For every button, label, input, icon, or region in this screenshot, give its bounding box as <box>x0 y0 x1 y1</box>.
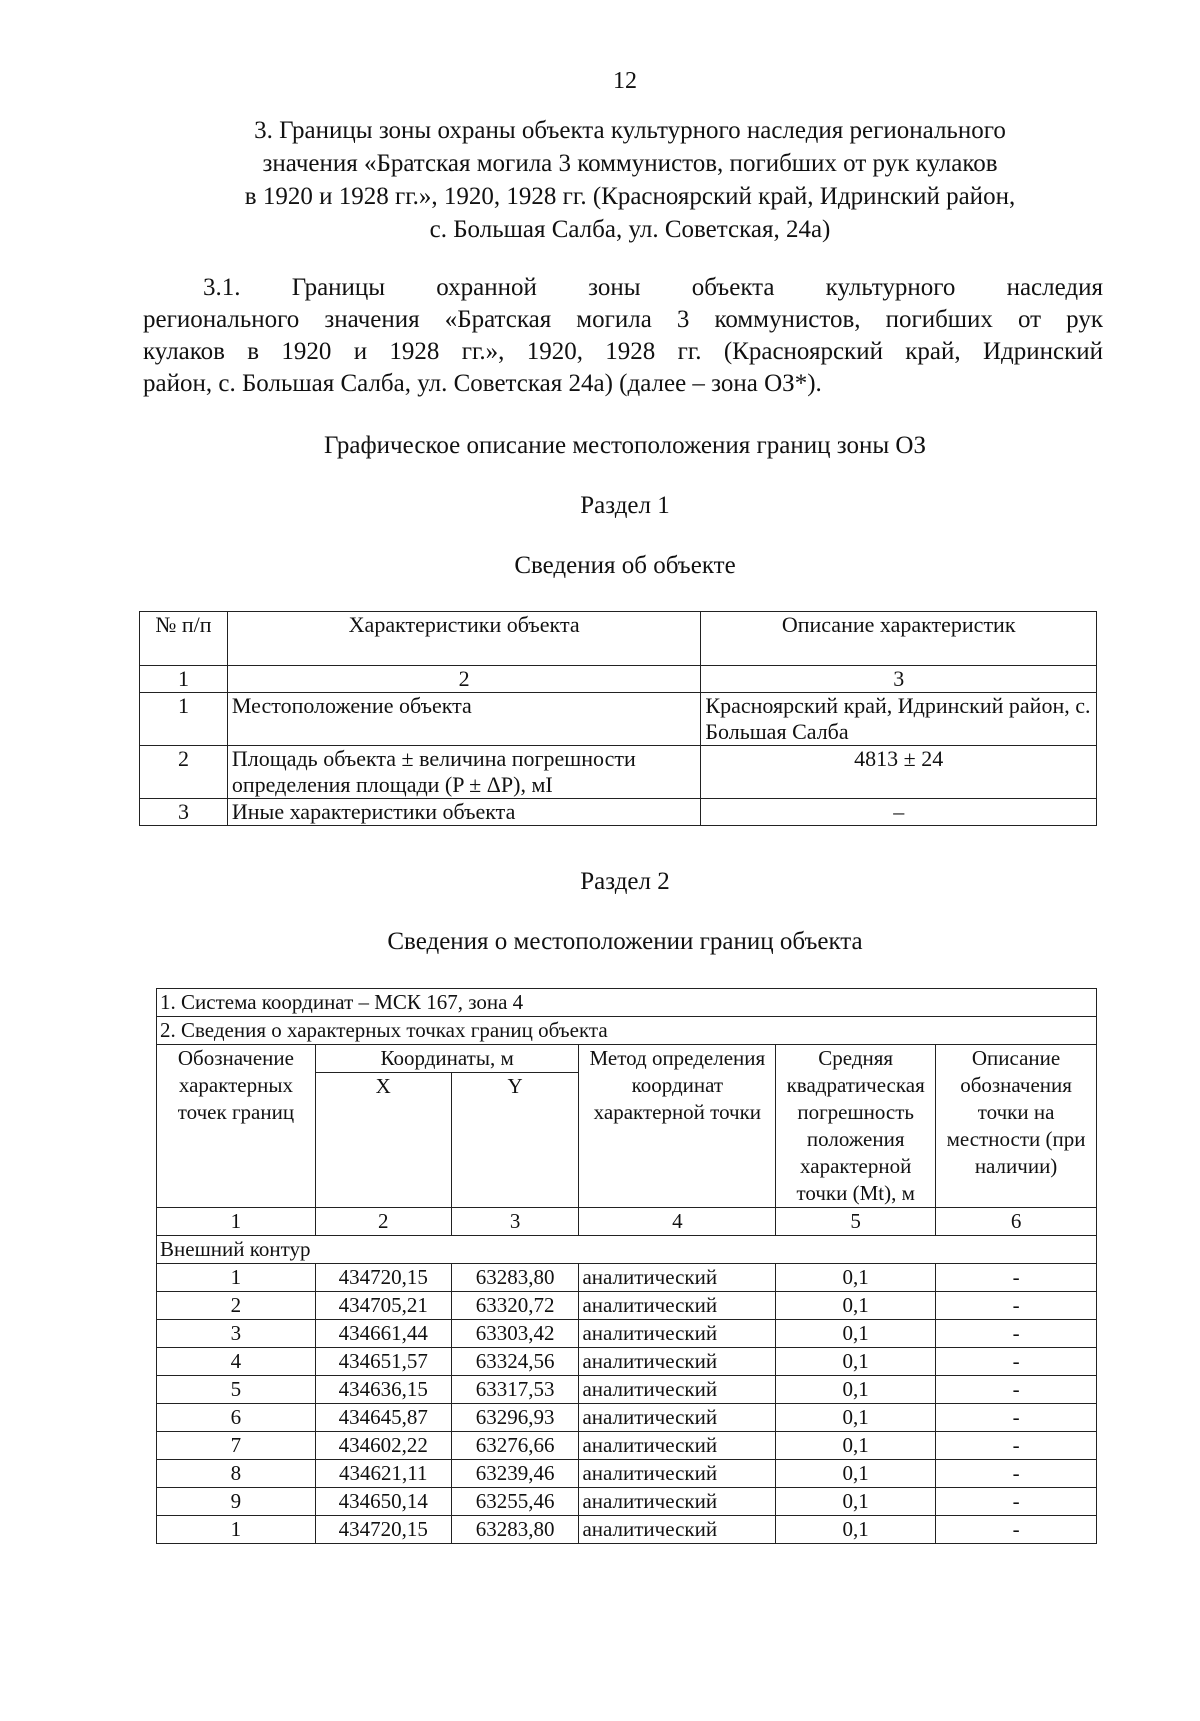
row-name: Иные характеристики объекта <box>227 799 701 826</box>
point-id: 7 <box>157 1432 316 1460</box>
heading-line: в 1920 и 1928 гг.», 1920, 1928 гг. (Красноярский край, Идринский район, <box>244 183 1016 210</box>
point-id: 9 <box>157 1488 316 1516</box>
coord-x: 434621,11 <box>315 1460 451 1488</box>
point-desc: - <box>936 1516 1097 1544</box>
mt-value: 0,1 <box>776 1404 936 1432</box>
col-number: 3 <box>451 1208 579 1236</box>
point-desc: - <box>936 1376 1097 1404</box>
row-desc: 4813 ± 24 <box>701 746 1097 799</box>
table-row <box>157 1292 1097 1320</box>
contour-row <box>157 1236 1097 1264</box>
row-num: 1 <box>140 693 228 746</box>
mt-value: 0,1 <box>776 1292 936 1320</box>
section1-subtitle: Сведения об объекте <box>514 552 736 579</box>
mt-value: 0,1 <box>776 1488 936 1516</box>
table-header-row <box>140 612 1097 666</box>
section2-title: Раздел 2 <box>580 868 670 895</box>
table-row <box>157 1460 1097 1488</box>
table-row <box>157 1404 1097 1432</box>
point-desc: - <box>936 1460 1097 1488</box>
mt-value: 0,1 <box>776 1348 936 1376</box>
points-title-row <box>157 1017 1097 1045</box>
mt-value: 0,1 <box>776 1516 936 1544</box>
coord-y: 63324,56 <box>451 1348 579 1376</box>
coord-x: 434661,44 <box>315 1320 451 1348</box>
table-row <box>157 1320 1097 1348</box>
method: аналитический <box>579 1488 776 1516</box>
point-id: 6 <box>157 1404 316 1432</box>
header-method: Метод определения координат характерной точки <box>579 1045 776 1208</box>
col-number: 1 <box>140 666 228 693</box>
point-desc: - <box>936 1488 1097 1516</box>
page-number: 12 <box>613 68 637 94</box>
coord-x: 434645,87 <box>315 1404 451 1432</box>
header-error: Средняя квадратическая погрешность положения характерной точки (Mt), м <box>776 1045 936 1208</box>
point-id: 4 <box>157 1348 316 1376</box>
coord-system: 1. Система координат – МСК 167, зона 4 <box>157 989 1097 1017</box>
header-num: № п/п <box>140 612 228 666</box>
mt-value: 0,1 <box>776 1432 936 1460</box>
point-id: 8 <box>157 1460 316 1488</box>
graphic-description-title: Графическое описание местоположения границ зоны ОЗ <box>324 432 926 459</box>
mt-value: 0,1 <box>776 1376 936 1404</box>
coord-y: 63303,42 <box>451 1320 579 1348</box>
coord-x: 434636,15 <box>315 1376 451 1404</box>
section1-title: Раздел 1 <box>580 492 670 519</box>
table-row <box>140 746 1097 799</box>
coord-system-row <box>157 989 1097 1017</box>
header-point-description: Описание обозначения точки на местности (при наличии) <box>936 1045 1097 1208</box>
header-designation: Обозначение характерных точек границ <box>157 1045 316 1208</box>
coord-y: 63255,46 <box>451 1488 579 1516</box>
method: аналитический <box>579 1320 776 1348</box>
method: аналитический <box>579 1376 776 1404</box>
coord-x: 434720,15 <box>315 1264 451 1292</box>
object-info-table <box>139 611 1097 826</box>
paragraph-line: 3.1. Границы охранной зоны объекта культурного наследия <box>203 274 1103 301</box>
coord-y: 63276,66 <box>451 1432 579 1460</box>
coord-x: 434602,22 <box>315 1432 451 1460</box>
paragraph-line: район, с. Большая Салба, ул. Советская 24а) (далее – зона ОЗ*). <box>143 370 822 397</box>
boundary-points-table <box>156 988 1097 1544</box>
table-row <box>157 1376 1097 1404</box>
row-desc: Красноярский край, Идринский район, с. Большая Салба <box>701 693 1097 746</box>
method: аналитический <box>579 1516 776 1544</box>
header-x: X <box>315 1073 451 1208</box>
section2-subtitle: Сведения о местоположении границ объекта <box>387 928 863 955</box>
table-row <box>140 693 1097 746</box>
table-row <box>157 1516 1097 1544</box>
mt-value: 0,1 <box>776 1320 936 1348</box>
table-row <box>157 1264 1097 1292</box>
coord-x: 434651,57 <box>315 1348 451 1376</box>
paragraph-line: регионального значения «Братская могила 3 коммунистов, погибших от рук <box>143 306 1103 333</box>
coord-y: 63239,46 <box>451 1460 579 1488</box>
col-number: 4 <box>579 1208 776 1236</box>
col-number: 5 <box>776 1208 936 1236</box>
table-header-row <box>157 1045 1097 1073</box>
point-desc: - <box>936 1348 1097 1376</box>
mt-value: 0,1 <box>776 1460 936 1488</box>
table-row <box>157 1432 1097 1460</box>
heading-line: с. Большая Салба, ул. Советская, 24а) <box>429 216 831 243</box>
row-name: Площадь объекта ± величина погрешности определения площади (P ± ΔP), мI <box>227 746 701 799</box>
row-num: 3 <box>140 799 228 826</box>
row-num: 2 <box>140 746 228 799</box>
method: аналитический <box>579 1404 776 1432</box>
table-row <box>157 1488 1097 1516</box>
point-id: 5 <box>157 1376 316 1404</box>
table-row <box>157 1348 1097 1376</box>
coord-y: 63320,72 <box>451 1292 579 1320</box>
point-id: 1 <box>157 1264 316 1292</box>
coord-x: 434705,21 <box>315 1292 451 1320</box>
coord-y: 63296,93 <box>451 1404 579 1432</box>
point-id: 3 <box>157 1320 316 1348</box>
point-desc: - <box>936 1292 1097 1320</box>
heading-line: значения «Братская могила 3 коммунистов, погибших от рук кулаков <box>262 150 998 177</box>
header-y: Y <box>451 1073 579 1208</box>
col-number: 2 <box>227 666 701 693</box>
header-characteristics: Характеристики объекта <box>227 612 701 666</box>
method: аналитический <box>579 1264 776 1292</box>
points-title: 2. Сведения о характерных точках границ объекта <box>157 1017 1097 1045</box>
coord-y: 63283,80 <box>451 1516 579 1544</box>
col-number: 2 <box>315 1208 451 1236</box>
point-id: 1 <box>157 1516 316 1544</box>
coord-y: 63283,80 <box>451 1264 579 1292</box>
method: аналитический <box>579 1432 776 1460</box>
coord-x: 434650,14 <box>315 1488 451 1516</box>
heading-line: 3. Границы зоны охраны объекта культурного наследия регионального <box>254 117 1006 144</box>
zone-paragraph <box>143 272 1103 400</box>
paragraph-line: кулаков в 1920 и 1928 гг.», 1920, 1928 гг. (Красноярский край, Идринский <box>143 338 1103 365</box>
contour-label: Внешний контур <box>157 1236 1097 1264</box>
coord-x: 434720,15 <box>315 1516 451 1544</box>
point-desc: - <box>936 1404 1097 1432</box>
col-number: 3 <box>701 666 1097 693</box>
point-desc: - <box>936 1264 1097 1292</box>
point-id: 2 <box>157 1292 316 1320</box>
point-desc: - <box>936 1432 1097 1460</box>
section-heading <box>150 114 1110 246</box>
coord-y: 63317,53 <box>451 1376 579 1404</box>
row-name: Местоположение объекта <box>227 693 701 746</box>
method: аналитический <box>579 1292 776 1320</box>
table-column-numbers <box>157 1208 1097 1236</box>
col-number: 6 <box>936 1208 1097 1236</box>
point-desc: - <box>936 1320 1097 1348</box>
row-desc: – <box>701 799 1097 826</box>
col-number: 1 <box>157 1208 316 1236</box>
method: аналитический <box>579 1460 776 1488</box>
mt-value: 0,1 <box>776 1264 936 1292</box>
method: аналитический <box>579 1348 776 1376</box>
table-row <box>140 799 1097 826</box>
header-description: Описание характеристик <box>701 612 1097 666</box>
points-body <box>157 1264 1097 1544</box>
table-column-numbers <box>140 666 1097 693</box>
header-coords: Координаты, м <box>315 1045 579 1073</box>
